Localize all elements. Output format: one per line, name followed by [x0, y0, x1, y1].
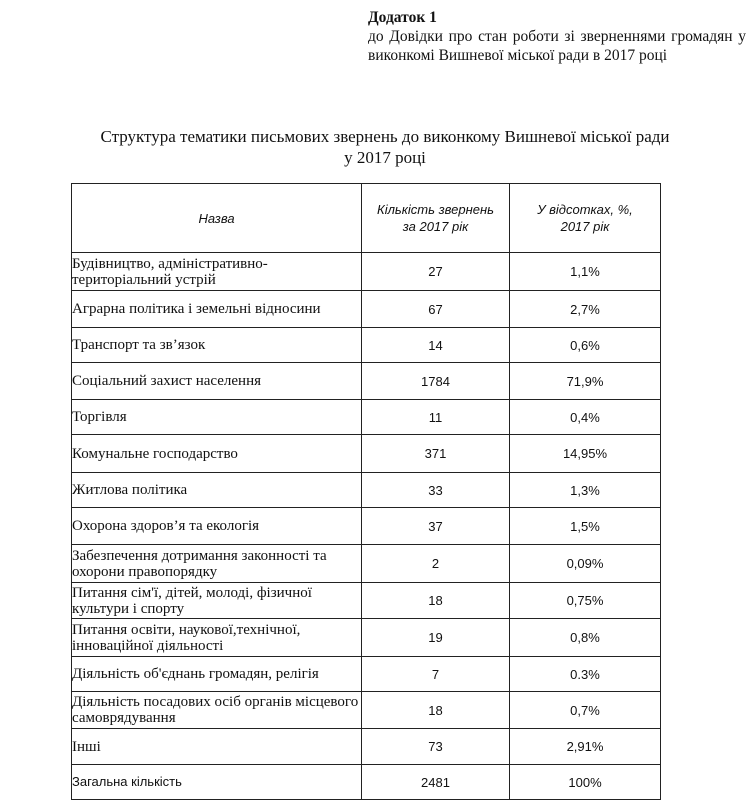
table-row: [72, 692, 661, 729]
table-row: [72, 729, 661, 765]
table-row: [72, 363, 661, 400]
row-name: Охорона здоров’я та екологія: [72, 508, 362, 545]
row-name: Житлова політика: [72, 473, 362, 508]
total-count: 2481: [362, 765, 510, 800]
table-row: [72, 328, 661, 363]
header-percent: [510, 184, 661, 253]
table-row: [72, 400, 661, 435]
row-name: Забезпечення дотримання законності та охорони правопорядку: [72, 545, 362, 583]
table-row: [72, 619, 661, 657]
row-name: Комунальне господарство: [72, 435, 362, 473]
row-percent: 1,5%: [510, 508, 661, 545]
row-count: 14: [362, 328, 510, 363]
row-percent: 0,09%: [510, 545, 661, 583]
row-percent: 14,95%: [510, 435, 661, 473]
row-count: 73: [362, 729, 510, 765]
row-percent: 0.3%: [510, 657, 661, 692]
total-name: Загальна кількість: [72, 765, 362, 800]
row-name: Питання сім'ї, дітей, молоді, фізичної культури і спорту: [72, 583, 362, 619]
total-row: [72, 765, 661, 800]
total-percent: 100%: [510, 765, 661, 800]
row-percent: 0,75%: [510, 583, 661, 619]
row-name: Діяльність посадових осіб органів місцевого самоврядування: [72, 692, 362, 729]
row-name: Інші: [72, 729, 362, 765]
row-count: 33: [362, 473, 510, 508]
row-count: 19: [362, 619, 510, 657]
appendix-label: Додаток 1: [368, 9, 437, 26]
header-row: [72, 184, 661, 253]
title-line-2: у 2017 році: [344, 148, 426, 167]
row-count: 2: [362, 545, 510, 583]
row-count: 18: [362, 583, 510, 619]
row-count: 1784: [362, 363, 510, 400]
table-row: [72, 435, 661, 473]
row-percent: 1,1%: [510, 253, 661, 291]
row-percent: 0,7%: [510, 692, 661, 729]
row-name: Соціальний захист населення: [72, 363, 362, 400]
row-percent: 1,3%: [510, 473, 661, 508]
header-name: Назва: [72, 184, 362, 253]
appendix-text: до Довідки про стан роботи зі зверненнями громадян у виконкомі Вишневої міської ради в 2017 році: [368, 28, 746, 64]
row-percent: 0,4%: [510, 400, 661, 435]
table-row: [72, 473, 661, 508]
row-percent: 71,9%: [510, 363, 661, 400]
table-row: [72, 657, 661, 692]
row-name: Діяльність об'єднань громадян, релігія: [72, 657, 362, 692]
row-count: 371: [362, 435, 510, 473]
row-percent: 2,7%: [510, 291, 661, 328]
row-percent: 2,91%: [510, 729, 661, 765]
table-row: [72, 291, 661, 328]
row-count: 37: [362, 508, 510, 545]
row-count: 67: [362, 291, 510, 328]
header-percent-line-2: 2017 рік: [560, 219, 610, 234]
row-percent: 0,8%: [510, 619, 661, 657]
table-row: [72, 253, 661, 291]
title-line-1: Структура тематики письмових звернень до виконкому Вишневої міської ради: [100, 127, 670, 146]
document-title: [60, 126, 710, 168]
row-name: Транспорт та зв’язок: [72, 328, 362, 363]
table-row: [72, 583, 661, 619]
appendix-note: [368, 8, 746, 65]
row-name: Питання освіти, наукової,технічної, інноваційної діяльності: [72, 619, 362, 657]
header-count-line-2: за 2017 рік: [402, 219, 469, 234]
row-count: 27: [362, 253, 510, 291]
row-count: 18: [362, 692, 510, 729]
row-name: Аграрна політика і земельні відносини: [72, 291, 362, 328]
table-row: [72, 508, 661, 545]
row-name: Торгівля: [72, 400, 362, 435]
header-count-line-1: Кількість звернень: [377, 202, 494, 217]
header-count: [362, 184, 510, 253]
table-row: [72, 545, 661, 583]
row-count: 11: [362, 400, 510, 435]
row-percent: 0,6%: [510, 328, 661, 363]
header-percent-line-1: У відсотках, %,: [537, 202, 633, 217]
topics-table: [71, 183, 661, 800]
row-count: 7: [362, 657, 510, 692]
row-name: Будівництво, адміністративно-територіальний устрій: [72, 253, 362, 291]
